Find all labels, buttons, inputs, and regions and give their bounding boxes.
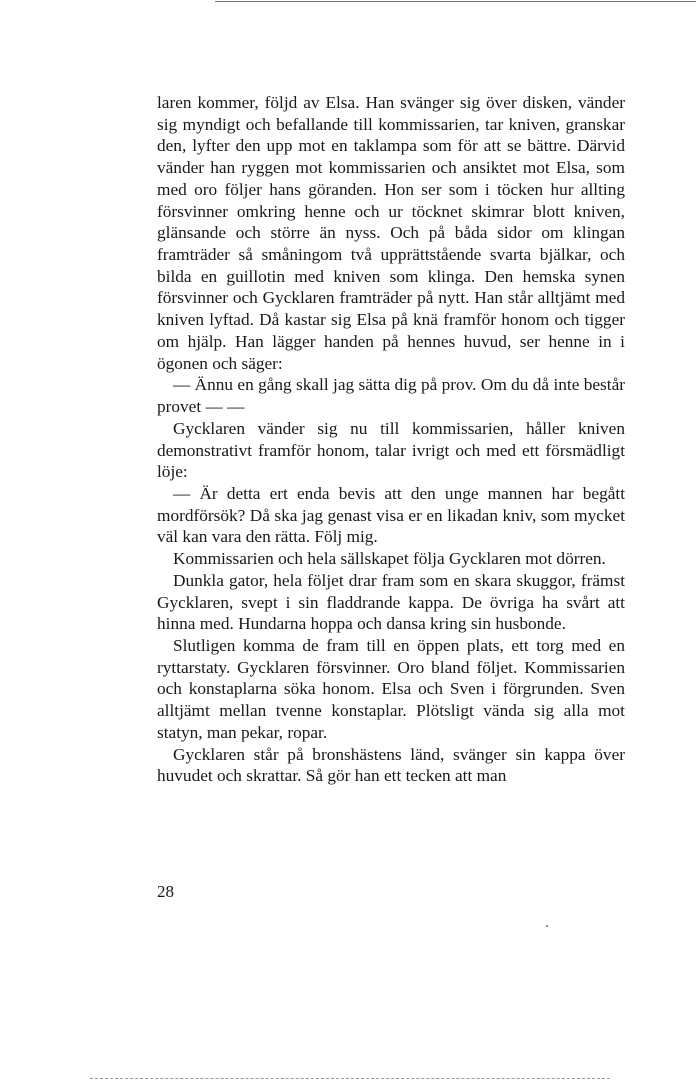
paragraph-2: — Ännu en gång skall jag sätta dig på prov. Om du då inte består provet — — — [157, 375, 625, 417]
scan-bottom-edge — [90, 1078, 610, 1079]
paragraph-5: Kommissarien och hela sällskapet följa Gycklaren mot dörren. — [173, 549, 606, 569]
paragraph-8: Gycklaren står på bronshästens länd, svänger sin kappa över huvudet och skrattar. Så gör han ett tecken att man — [157, 744, 625, 786]
paragraph-4: — Är detta ert enda bevis att den unge mannen har begått mordförsök? Då ska jag genast visa er en likadan kniv, som mycket väl kan vara den rätta. Följ mig. — [157, 483, 625, 547]
scan-edge-line — [215, 1, 696, 2]
paragraph-1: laren kommer, följd av Elsa. Han svänger sig över disken, vänder sig myndigt och befallande till kommissarien, tar kniven, granskar den, lyfter den upp mot en taklampa som för att se bättre. Därvid vänder han ryggen mot kommissarien och ansiktet mot Elsa, som med oro följer hans göranden. Hon ser som i töcken hur allting försvinner omkring henne och ur töcknet skimrar blott kniven, glänsande och större än nyss. Och på båda sidor om klingan framträder så småningom två upprättstående svarta bjälkar, och bilda en guillotin med kniven som klinga. Den hemska synen försvinner och Gycklaren framträder på nytt. Han står alltjämt med kniven lyftad. Då kastar sig Elsa på knä framför honom och tigger om hjälp. Han lägger handen på hennes huvud, ser henne in i ögonen och säger: — [157, 93, 625, 373]
body-text — [157, 92, 625, 787]
paragraph-7: Slutligen komma de fram till en öppen plats, ett torg med en ryttarstaty. Gycklaren försvinner. Oro bland följet. Kommissarien och konstaplarna söka honom. Elsa och Sven i förgrunden. Sven alltjämt mellan tvenne konstaplar. Plötsligt vända sig alla mot statyn, man pekar, ropar. — [157, 635, 625, 742]
page-number: 28 — [157, 882, 174, 901]
paragraph-6: Dunkla gator, hela följet drar fram som en skara skuggor, främst Gycklaren, svept i sin fladdrande kappa. De övriga ha svårt att hinna med. Hundarna hoppa och dansa kring sin husbonde. — [157, 570, 625, 634]
paragraph-3: Gycklaren vänder sig nu till kommissarien, håller kniven demonstrativt framför honom, talar ivrigt och med ett försmädligt löje: — [157, 418, 625, 482]
scan-speck — [546, 925, 548, 927]
